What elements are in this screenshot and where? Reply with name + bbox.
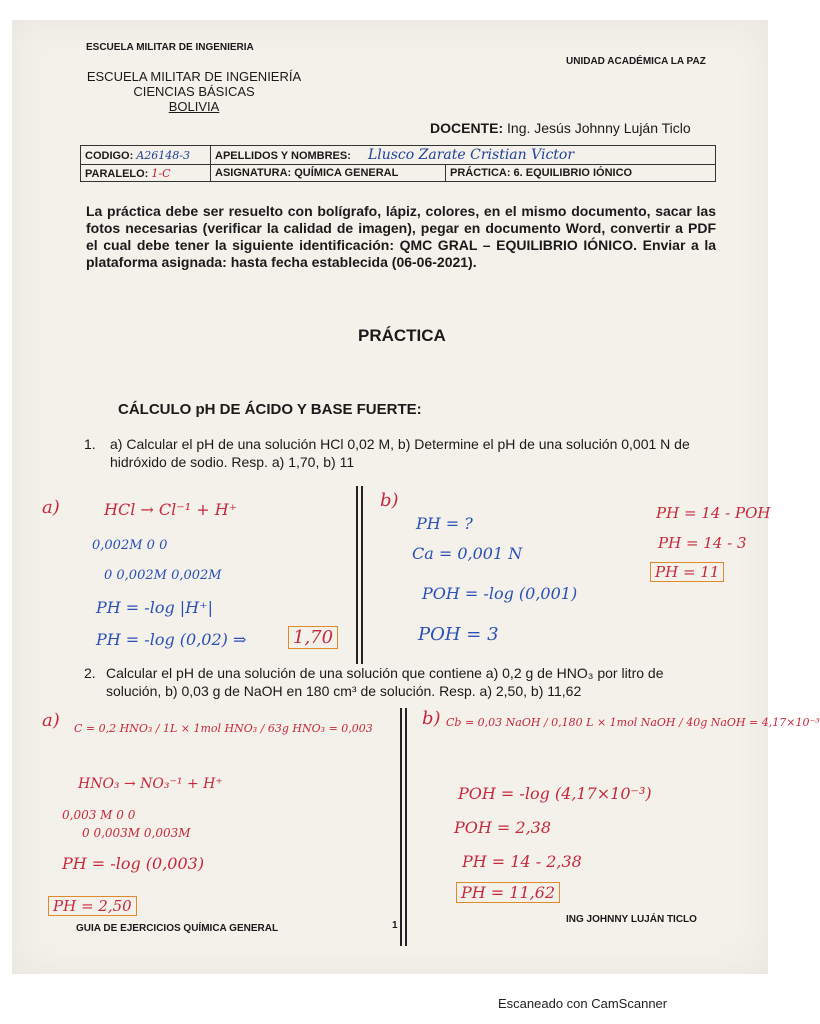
footer-page-number: 1 [392, 920, 398, 931]
divider-line-1 [356, 486, 358, 664]
problem-2-number: 2. [84, 665, 96, 681]
instructions-paragraph: La práctica debe ser resuelto con bolígrafo, lápiz, colores, en el mismo documento, sacar las fotos necesarias (verificar la calidad de imagen), pegar en documento Word, convertir a PDF el cual debe tener la siguiente identificación: QMC GRAL – EQUILIBRIO IÓNICO. Enviar a la plataforma asignada: hasta fecha establecida (06-06-2021). [86, 203, 716, 270]
problem-1-text: a) Calcular el pH de una solución HCl 0,02 M, b) Determine el pH de una solución 0,001 N de hidróxido de sodio. Resp. a) 1,70, b) 11 [110, 436, 690, 470]
docente-label: DOCENTE: [430, 120, 504, 136]
divider-line-2 [400, 708, 402, 946]
sol1-a-formula: PH = -log |H⁺| [96, 598, 213, 617]
sol1-a-result: 1,70 [288, 626, 338, 649]
apellidos-cell [211, 146, 716, 165]
sol2-a-row2: 0 0,003M 0,003M [82, 826, 191, 840]
sol2-a-label: a) [42, 710, 60, 731]
sol2-a-result: PH = 2,50 [48, 896, 137, 916]
unit-header: UNIDAD ACADÉMICA LA PAZ [566, 56, 706, 67]
problem-2-text: Calcular el pH de una solución de una solución que contiene a) 0,2 g de HNO₃ por litro de solución, b) 0,03 g de NaOH en 180 cm³ de solución. Resp. a) 2,50, b) 11,62 [106, 665, 664, 699]
department-name: CIENCIAS BÁSICAS [133, 84, 255, 99]
sol2-b-result: PH = 11,62 [456, 882, 560, 903]
practica-title: PRÁCTICA [358, 326, 446, 345]
scanned-page [12, 20, 820, 974]
paralelo-value: 1-C [151, 166, 171, 180]
divider-line-1b [361, 486, 363, 664]
sol1-b-line3: POH = -log (0,001) [422, 584, 578, 603]
sol1-b-line5: PH = 14 - POH [656, 504, 771, 522]
section-title: CÁLCULO pH DE ÁCIDO Y BASE FUERTE: [118, 401, 422, 418]
problem-1-number: 1. [84, 436, 96, 452]
footer-instructor: ING JOHNNY LUJÁN TICLO [566, 914, 697, 925]
sol1-b-label: b) [380, 490, 399, 511]
divider-line-2b [405, 708, 407, 946]
sol2-b-label: b) [422, 708, 441, 729]
codigo-cell [81, 146, 211, 165]
sol1-a-label: a) [42, 497, 60, 518]
sol1-a-reaction: HCl → Cl⁻¹ + H⁺ [104, 500, 238, 519]
codigo-label: CODIGO: [85, 149, 134, 162]
sol1-a-calc: PH = -log (0,02) ⇒ [96, 630, 247, 649]
docente-line [430, 120, 691, 136]
sol1-b-line1: PH = ? [416, 514, 473, 533]
sol2-b-line3: PH = 14 - 2,38 [462, 852, 582, 871]
sol1-b-line4: POH = 3 [418, 624, 499, 645]
sol2-b-line1: POH = -log (4,17×10⁻³) [458, 784, 652, 803]
sol2-b-conc: Cb = 0,03 NaOH / 0,180 L × 1mol NaOH / 40g NaOH = 4,17×10⁻³ [446, 716, 820, 729]
student-info-table [80, 145, 716, 182]
school-small-header: ESCUELA MILITAR DE INGENIERIA [86, 42, 254, 53]
docente-name: Ing. Jesús Johnny Luján Ticlo [507, 120, 691, 136]
school-name: ESCUELA MILITAR DE INGENIERÍA [86, 69, 302, 84]
asignatura-cell: ASIGNATURA: QUÍMICA GENERAL [211, 165, 446, 182]
sol1-a-row1: 0,002M 0 0 [92, 538, 168, 553]
sol2-a-row1: 0,003 M 0 0 [62, 808, 136, 822]
sol1-b-line2: Ca = 0,001 N [412, 544, 523, 563]
camscanner-watermark: Escaneado con CamScanner [498, 996, 668, 1011]
apellidos-value: Llusco Zarate Cristian Victor [367, 147, 575, 163]
apellidos-label: APELLIDOS Y NOMBRES: [215, 150, 351, 162]
practica-cell: PRÁCTICA: 6. EQUILIBRIO IÓNICO [446, 165, 716, 182]
footer-guide-title: GUIA DE EJERCICIOS QUÍMICA GENERAL [76, 923, 279, 934]
sol2-a-reaction: HNO₃ → NO₃⁻¹ + H⁺ [78, 776, 223, 792]
paralelo-label: PARALELO: [85, 167, 149, 180]
sol2-a-conc: C = 0,2 HNO₃ / 1L × 1mol HNO₃ / 63g HNO₃ = 0,003 [74, 722, 373, 735]
country-name: BOLIVIA [168, 99, 220, 114]
sol1-b-line6: PH = 14 - 3 [658, 534, 747, 552]
sol1-a-row2: 0 0,002M 0,002M [104, 568, 222, 583]
sol1-b-result: PH = 11 [650, 562, 724, 582]
sol2-b-line2: POH = 2,38 [454, 818, 552, 837]
paralelo-cell [81, 165, 211, 182]
codigo-value: A26148-3 [136, 148, 190, 162]
sol2-a-calc: PH = -log (0,003) [62, 854, 205, 873]
